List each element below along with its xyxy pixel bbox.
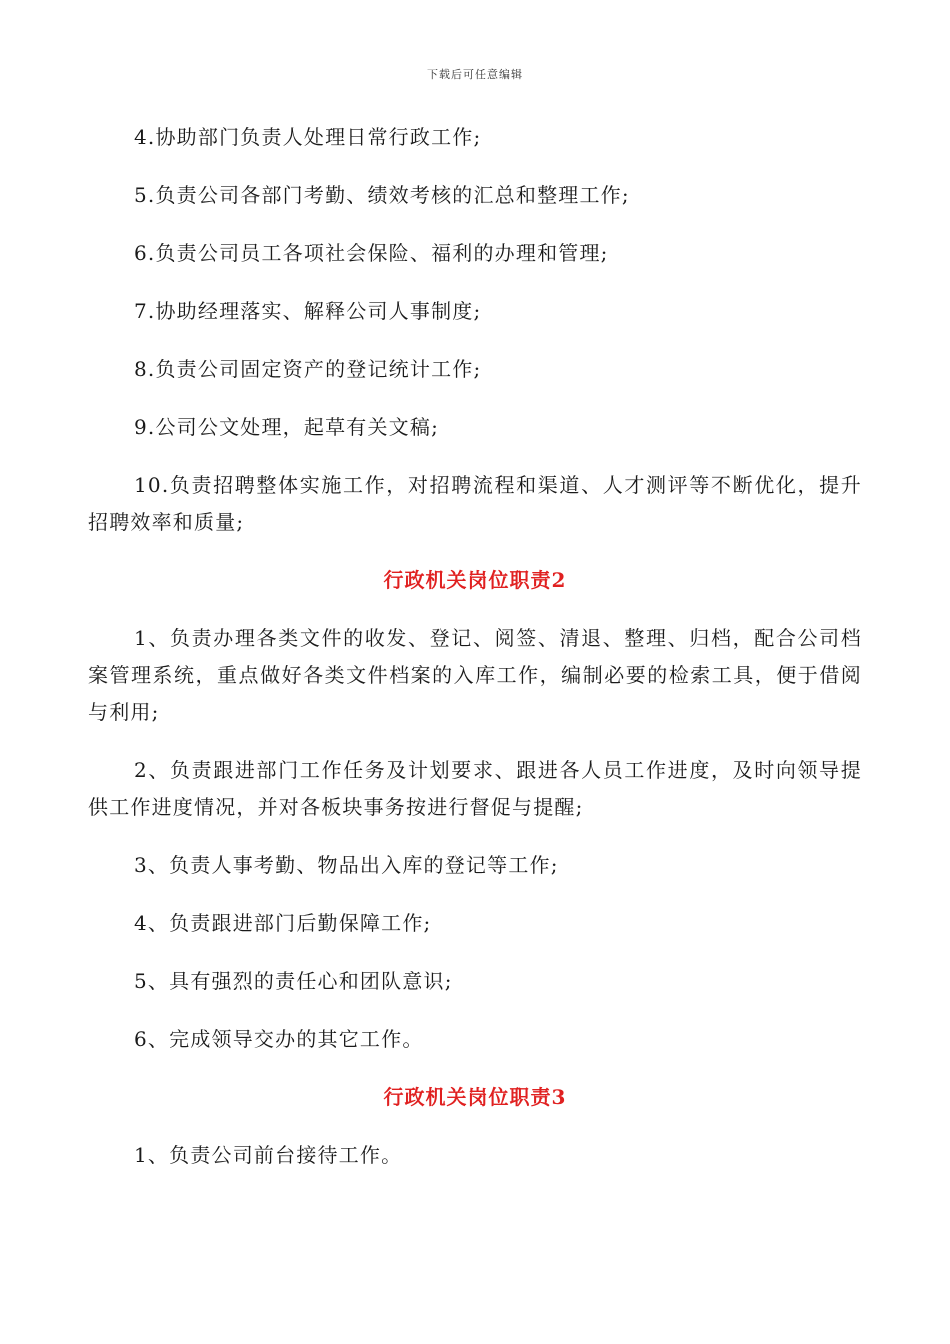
list-item: 4、负责跟进部门后勤保障工作; <box>134 911 432 935</box>
list-item: 5、具有强烈的责任心和团队意识; <box>134 969 453 993</box>
section-heading-2: 行政机关岗位职责2 <box>383 568 567 592</box>
list-item: 6.负责公司员工各项社会保险、福利的办理和管理; <box>134 241 609 265</box>
list-item: 1、负责公司前台接待工作。 <box>134 1143 403 1167</box>
list-item: 6、完成领导交办的其它工作。 <box>134 1027 424 1051</box>
list-item: 2、负责跟进部门工作任务及计划要求、跟进各人员工作进度，及时向领导提供工作进度情况，并对各板块事务按进行督促与提醒; <box>88 758 862 819</box>
list-item: 3、负责人事考勤、物品出入库的登记等工作; <box>134 853 559 877</box>
list-item: 1、负责办理各类文件的收发、登记、阅签、清退、整理、归档，配合公司档案管理系统，重点做好各类文件档案的入库工作，编制必要的检索工具，便于借阅与利用; <box>88 626 862 724</box>
list-item: 7.协助经理落实、解释公司人事制度; <box>134 299 482 323</box>
list-item: 9.公司公文处理，起草有关文稿; <box>134 415 440 439</box>
document-body <box>88 119 862 1195</box>
header-note: 下载后可任意编辑 <box>427 68 523 81</box>
section-heading-3: 行政机关岗位职责3 <box>383 1085 567 1109</box>
list-item: 10.负责招聘整体实施工作，对招聘流程和渠道、人才测评等不断优化，提升招聘效率和质量; <box>88 473 862 534</box>
list-item: 4.协助部门负责人处理日常行政工作; <box>134 125 482 149</box>
list-item: 8.负责公司固定资产的登记统计工作; <box>134 357 482 381</box>
list-item: 5.负责公司各部门考勤、绩效考核的汇总和整理工作; <box>134 183 630 207</box>
